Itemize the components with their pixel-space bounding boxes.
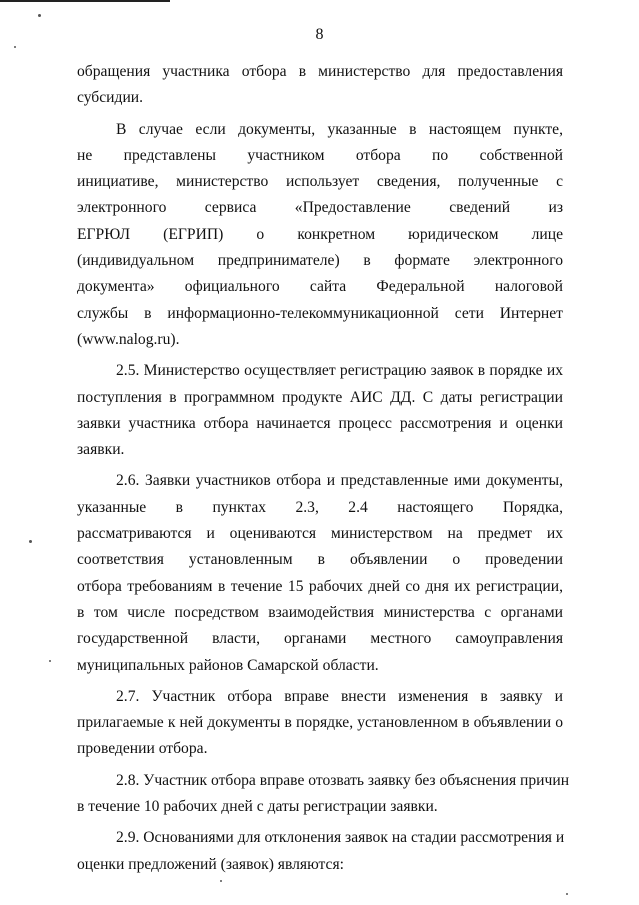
text-line: (индивидуальном предпринимателе) в формате электронного bbox=[77, 252, 563, 270]
text-line: отбора требованиям в течение 15 рабочих дней со дня их регистрации, bbox=[77, 577, 563, 595]
text-line: оценки предложений (заявок) являются: bbox=[77, 855, 344, 873]
paragraph bbox=[77, 117, 563, 354]
text-line: (www.nalog.ru). bbox=[77, 330, 180, 348]
paragraph bbox=[77, 825, 563, 878]
text-line: 2.6. Заявки участников отбора и представленные ими документы, bbox=[116, 472, 563, 490]
scan-speck bbox=[38, 14, 41, 17]
text-line: в течение 10 рабочих дней с даты регистрации заявки. bbox=[77, 798, 438, 816]
text-line: заявки участника отбора начинается процесс рассмотрения и оценки bbox=[77, 414, 563, 432]
paragraph bbox=[77, 468, 563, 678]
text-line: прилагаемые к ней документы в порядке, установленном в объявлении о bbox=[77, 714, 563, 732]
page-number: 8 bbox=[315, 26, 324, 43]
text-line: 2.7. Участник отбора вправе внести изменения в заявку и bbox=[116, 687, 563, 705]
text-line: 2.9. Основаниями для отклонения заявок на стадии рассмотрения и bbox=[116, 829, 565, 847]
text-line: 2.8. Участник отбора вправе отозвать заявку без объяснения причин bbox=[116, 771, 570, 789]
scan-edge-line bbox=[0, 0, 170, 2]
document-body bbox=[77, 59, 570, 878]
scan-speck bbox=[566, 893, 568, 895]
paragraph bbox=[77, 358, 563, 463]
text-line: не представлены участником отбора по собственной bbox=[77, 146, 563, 164]
paragraph bbox=[77, 768, 570, 821]
text-line: электронного сервиса «Предоставление сведений из bbox=[77, 199, 563, 217]
text-line: субсидии. bbox=[77, 89, 144, 107]
paragraph bbox=[77, 59, 563, 112]
text-line: 2.5. Министерство осуществляет регистрацию заявок в порядке их bbox=[116, 362, 563, 380]
text-line: ЕГРЮЛ (ЕГРИП) о конкретном юридическом лице bbox=[77, 225, 563, 243]
scan-speck bbox=[29, 540, 32, 543]
text-line: документа» официального сайта Федеральной налоговой bbox=[77, 278, 563, 296]
paragraph bbox=[77, 684, 563, 763]
text-line: в том числе посредством взаимодействия министерства с органами bbox=[77, 603, 563, 621]
scan-speck bbox=[220, 880, 222, 882]
text-line: обращения участника отбора в министерство для предоставления bbox=[77, 63, 563, 80]
text-line: государственной власти, органами местного самоуправления bbox=[77, 630, 563, 648]
scan-speck bbox=[14, 46, 16, 48]
text-line: муниципальных районов Самарской области. bbox=[77, 656, 379, 674]
text-line: заявки. bbox=[77, 441, 125, 459]
text-line: поступления в программном продукте АИС ДД. С даты регистрации bbox=[77, 388, 563, 406]
text-line: соответствия установленным в объявлении о проведении bbox=[77, 551, 563, 569]
text-line: службы в информационно-телекоммуникационной сети Интернет bbox=[77, 304, 563, 322]
text-line: В случае если документы, указанные в настоящем пункте, bbox=[116, 120, 563, 138]
text-line: указанные в пунктах 2.3, 2.4 настоящего Порядка, bbox=[77, 498, 563, 516]
text-line: проведении отбора. bbox=[77, 740, 208, 758]
scan-speck bbox=[49, 660, 51, 662]
text-line: рассматриваются и оцениваются министерством на предмет их bbox=[77, 525, 563, 543]
text-line: инициативе, министерство использует сведения, полученные с bbox=[77, 173, 563, 191]
